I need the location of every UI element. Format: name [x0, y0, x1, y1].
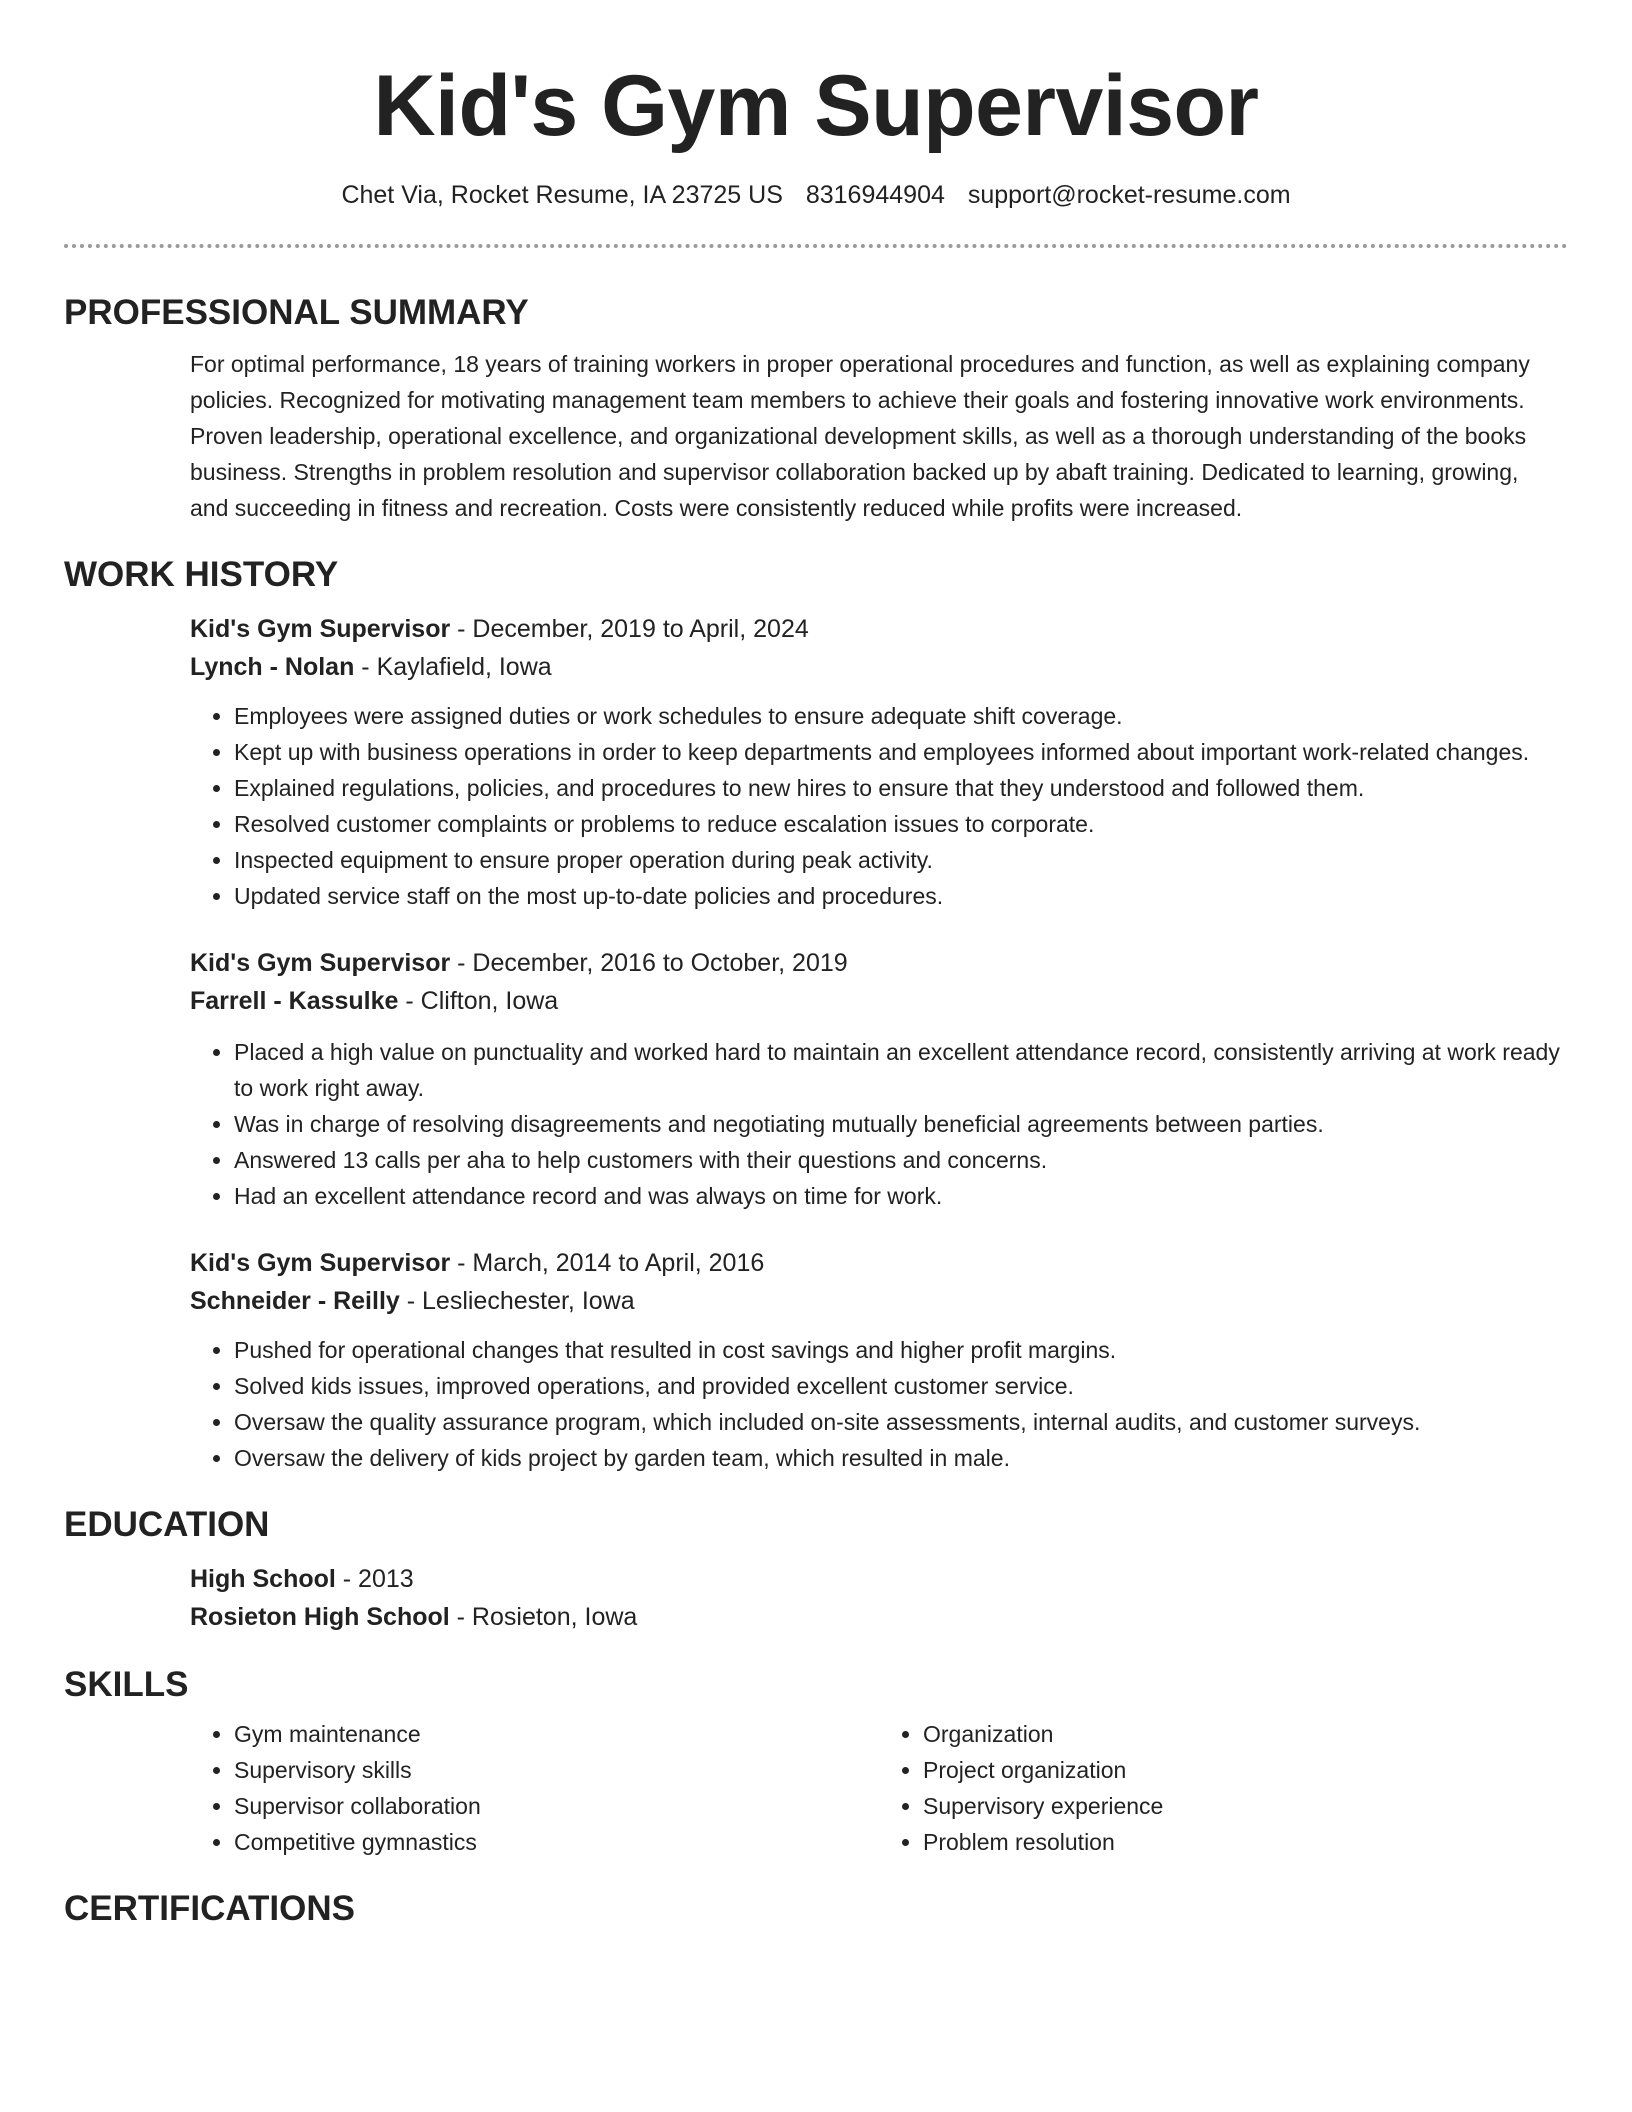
job-bullet: • Oversaw the delivery of kids project by garden team, which resulted in male.: [234, 1440, 1568, 1476]
job-location: - Clifton, Iowa: [398, 987, 559, 1015]
job-bullet: • Resolved customer complaints or problems to reduce escalation issues to corporate.: [234, 806, 1568, 842]
skills-column-right: [879, 1716, 1568, 1860]
work-history-heading: WORK HISTORY: [64, 555, 339, 594]
contact-address: Chet Via, Rocket Resume, IA 23725 US: [341, 181, 783, 209]
job-bullet: • Inspected equipment to ensure proper operation during peak activity.: [234, 842, 1568, 878]
job-bullet: • Kept up with business operations in order to keep departments and employees informed about important work-related changes.: [234, 734, 1568, 770]
job-dates: - December, 2019 to April, 2024: [450, 615, 809, 643]
job-company-line: [190, 648, 1568, 686]
skill-item: • Organization: [923, 1716, 1568, 1752]
education-degree: High School: [190, 1565, 336, 1593]
skill-item: • Problem resolution: [923, 1824, 1568, 1860]
job-bullet: • Employees were assigned duties or work schedules to ensure adequate shift coverage.: [234, 698, 1568, 734]
job-bullet: • Oversaw the quality assurance program, which included on-site assessments, internal audits, and customer surveys.: [234, 1404, 1568, 1440]
job-bullet: • Updated service staff on the most up-to-date policies and procedures.: [234, 878, 1568, 914]
education-degree-line: [190, 1560, 1568, 1598]
job-bullet: • Answered 13 calls per aha to help customers with their questions and concerns.: [234, 1142, 1568, 1178]
skill-item: • Supervisor collaboration: [234, 1788, 879, 1824]
job-bullet: • Placed a high value on punctuality and worked hard to maintain an excellent attendance record, consistently arriving at work ready to work right away.: [234, 1034, 1568, 1106]
job-company: Farrell - Kassulke: [190, 987, 399, 1015]
job-location: - Lesliechester, Iowa: [399, 1287, 635, 1315]
education-school: Rosieton High School: [190, 1603, 450, 1631]
job-bullets: [190, 698, 1568, 914]
education-location: - Rosieton, Iowa: [449, 1603, 638, 1631]
contact-email: support@rocket-resume.com: [967, 181, 1291, 209]
certifications-heading: CERTIFICATIONS: [64, 1889, 356, 1928]
job-company-line: [190, 1282, 1568, 1320]
job-dates: - December, 2016 to October, 2019: [450, 949, 848, 977]
job-role: Kid's Gym Supervisor: [190, 949, 451, 977]
resume-name: Kid's Gym Supervisor: [373, 58, 1259, 154]
job-title-line: [190, 610, 1568, 648]
job-role: Kid's Gym Supervisor: [190, 1249, 451, 1277]
skill-item: • Project organization: [923, 1752, 1568, 1788]
job-dates: - March, 2014 to April, 2016: [450, 1249, 765, 1277]
job-bullet: • Explained regulations, policies, and procedures to new hires to ensure that they understood and followed them.: [234, 770, 1568, 806]
job-company-line: [190, 982, 1568, 1020]
job-company: Schneider - Reilly: [190, 1287, 400, 1315]
job-bullets: [190, 1332, 1568, 1476]
job-company: Lynch - Nolan: [190, 653, 355, 681]
job-entry: [64, 944, 1568, 1214]
summary-text: For optimal performance, 18 years of training workers in proper operational procedures and function, as well as explaining company policies. Recognized for motivating management team members to achieve their goals and fostering innovative work environments. Proven leadership, operational excellence, and organizational development skills, as well as a thorough understanding of the books business. Strengths in problem resolution and supervisor collaboration backed up by abaft training. Dedicated to learning, growing, and succeeding in fitness and recreation. Costs were consistently reduced while profits were increased.: [190, 351, 1530, 521]
education-year: - 2013: [335, 1565, 414, 1593]
job-entry: [64, 610, 1568, 914]
skills-column-left: [190, 1716, 879, 1860]
header-divider: [64, 244, 1568, 248]
contact-line: [64, 180, 1568, 210]
job-entry: [64, 1244, 1568, 1476]
job-bullets: [190, 1034, 1568, 1214]
summary-heading: PROFESSIONAL SUMMARY: [64, 293, 529, 332]
job-location: - Kaylafield, Iowa: [354, 653, 552, 681]
job-bullet: • Pushed for operational changes that resulted in cost savings and higher profit margins.: [234, 1332, 1568, 1368]
education-school-line: [190, 1598, 1568, 1636]
job-bullet: • Solved kids issues, improved operations, and provided excellent customer service.: [234, 1368, 1568, 1404]
skill-item: • Competitive gymnastics: [234, 1824, 879, 1860]
job-bullet: • Was in charge of resolving disagreements and negotiating mutually beneficial agreements between parties.: [234, 1106, 1568, 1142]
job-bullet: • Had an excellent attendance record and was always on time for work.: [234, 1178, 1568, 1214]
skill-item: • Gym maintenance: [234, 1716, 879, 1752]
skills-list: [64, 1716, 1568, 1860]
job-title-line: [190, 1244, 1568, 1282]
skill-item: • Supervisory experience: [923, 1788, 1568, 1824]
job-role: Kid's Gym Supervisor: [190, 615, 451, 643]
job-title-line: [190, 944, 1568, 982]
education-entry: [64, 1560, 1568, 1636]
education-heading: EDUCATION: [64, 1505, 270, 1544]
contact-phone: 8316944904: [805, 181, 945, 209]
skills-heading: SKILLS: [64, 1665, 189, 1704]
skill-item: • Supervisory skills: [234, 1752, 879, 1788]
